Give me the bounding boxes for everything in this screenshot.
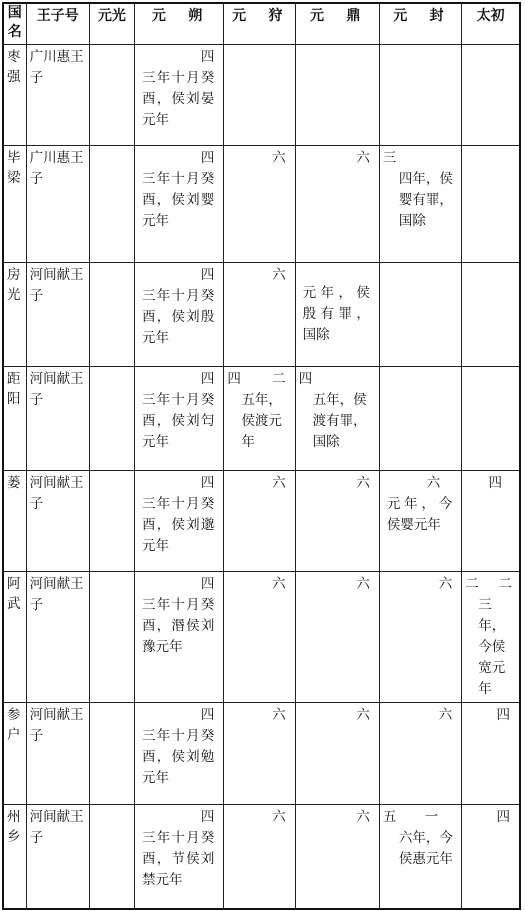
year-count: 六 (438, 576, 453, 592)
cell-taichu (462, 45, 520, 146)
event-text: 三年十月癸酉，侯刘勉元年 (141, 728, 215, 786)
cell-yuanfeng (379, 572, 461, 703)
year-count-pair (383, 807, 458, 828)
header-yuanshuo: 元 朔 (134, 3, 223, 45)
table-row (3, 146, 520, 263)
cell-taichu (462, 805, 520, 909)
cell-yuanding (295, 263, 379, 367)
cell-yuanshuo (134, 367, 223, 471)
table-row (3, 45, 520, 146)
event-text: 三年十月癸酉，侯刘晏元年 (141, 70, 215, 128)
cell-yuanshuo (134, 146, 223, 263)
event-text: 三年十月癸酉，侯刘殷元年 (141, 288, 215, 346)
event-text: 三年十月癸酉，侯刘邈元年 (141, 496, 215, 554)
cell-yuanding (295, 471, 379, 572)
year-count: 四 (200, 371, 215, 387)
year-count: 六 (272, 150, 286, 166)
cell-yuanshou (224, 703, 295, 805)
table-row (3, 805, 520, 909)
year-count: 四 (496, 707, 510, 723)
year-count: 四 (298, 371, 313, 387)
cell-yuanfeng (379, 805, 461, 909)
cell-taichu (462, 367, 520, 471)
table-row (3, 367, 520, 471)
cell-yuanshou (224, 146, 295, 263)
year-count: 六 (272, 267, 286, 283)
cell-king-son: 河间献王子 (26, 572, 89, 703)
year-count: 四 (200, 707, 215, 723)
year-count: 二 (498, 576, 512, 592)
table-row (3, 263, 520, 367)
cell-taichu (462, 572, 520, 703)
event-text: 三年十月癸酉，侯刘婴元年 (141, 171, 215, 229)
table-row (3, 471, 520, 572)
cell-yuanguang (89, 45, 134, 146)
header-taichu: 太初 (462, 3, 520, 45)
year-count: 四 (200, 267, 215, 283)
year-count-pair (227, 369, 291, 390)
year-count: 六 (272, 809, 286, 825)
event-text: 元年，今侯婴元年 (386, 496, 453, 533)
year-count: 一 (424, 809, 439, 825)
year-count: 四 (227, 371, 241, 387)
cell-king-son: 广川惠王子 (26, 146, 89, 263)
header-yuanshou: 元 狩 (224, 3, 295, 45)
header-guoming: 国名 (3, 3, 26, 45)
event-text: 三年十月癸酉，侯刘匄元年 (141, 392, 215, 450)
cell-yuanding (295, 367, 379, 471)
cell-king-son: 河间献王子 (26, 367, 89, 471)
year-count: 四 (488, 475, 502, 491)
cell-yuanguang (89, 572, 134, 703)
cell-yuanshuo (134, 45, 223, 146)
cell-state-name: 距阳 (3, 367, 26, 471)
event-text: 四年，侯婴有罪，国除 (398, 171, 453, 229)
cell-yuanding (295, 805, 379, 909)
year-count: 六 (356, 475, 370, 491)
cell-state-name: 参户 (3, 703, 26, 805)
cell-yuanding (295, 703, 379, 805)
event-text: 元年，侯殷有罪，国除 (302, 285, 370, 343)
cell-state-name: 毕梁 (3, 146, 26, 263)
cell-yuanguang (89, 146, 134, 263)
cell-yuanshuo (134, 805, 223, 909)
cell-yuanding (295, 45, 379, 146)
year-count: 六 (426, 475, 441, 491)
header-wangzihao: 王子号 (26, 3, 89, 45)
header-yuanfeng: 元 封 (379, 3, 461, 45)
cell-yuanguang (89, 471, 134, 572)
cell-taichu (462, 146, 520, 263)
cell-state-name: 蒌 (3, 471, 26, 572)
cell-yuanshuo (134, 703, 223, 805)
year-count: 四 (200, 475, 215, 491)
cell-yuanfeng (379, 703, 461, 805)
event-text: 三年，今侯宽元年 (478, 597, 506, 697)
event-text: 五年，侯渡有罪，国除 (312, 392, 367, 450)
cell-state-name: 州乡 (3, 805, 26, 909)
table-row (3, 572, 520, 703)
year-count: 六 (272, 576, 286, 592)
year-count: 四 (200, 809, 215, 825)
cell-yuanguang (89, 805, 134, 909)
cell-king-son: 河间献王子 (26, 805, 89, 909)
cell-king-son: 河间献王子 (26, 703, 89, 805)
cell-taichu (462, 703, 520, 805)
chronological-table (2, 2, 521, 910)
cell-yuanshou (224, 805, 295, 909)
year-count: 六 (356, 809, 370, 825)
cell-yuanshou (224, 367, 295, 471)
year-count-pair (465, 574, 516, 595)
cell-yuanfeng (379, 367, 461, 471)
year-count: 六 (438, 707, 453, 723)
year-count: 二 (272, 371, 286, 387)
year-count: 四 (496, 809, 510, 825)
cell-yuanguang (89, 703, 134, 805)
year-count: 五 (382, 809, 397, 825)
header-yuanguang: 元光 (89, 3, 134, 45)
cell-taichu (462, 471, 520, 572)
cell-yuanguang (89, 263, 134, 367)
year-count: 六 (356, 576, 370, 592)
cell-yuanfeng (379, 263, 461, 367)
cell-yuanfeng (379, 45, 461, 146)
year-count: 六 (356, 707, 370, 723)
cell-state-name: 阿武 (3, 572, 26, 703)
year-count: 三 (382, 150, 397, 166)
year-count: 四 (200, 150, 215, 166)
event-text: 五年，侯渡元年 (241, 392, 282, 450)
cell-state-name: 房光 (3, 263, 26, 367)
table-row (3, 703, 520, 805)
cell-yuanshou (224, 471, 295, 572)
cell-yuanshou (224, 45, 295, 146)
year-count: 二 (465, 576, 479, 592)
cell-king-son: 河间献王子 (26, 471, 89, 572)
cell-yuanshou (224, 263, 295, 367)
table-header (3, 3, 520, 45)
cell-yuanding (295, 572, 379, 703)
year-count: 六 (272, 475, 286, 491)
cell-taichu (462, 263, 520, 367)
event-text: 三年十月癸酉，湣侯刘豫元年 (141, 597, 215, 655)
cell-yuanding (295, 146, 379, 263)
cell-king-son: 广川惠王子 (26, 45, 89, 146)
cell-yuanshuo (134, 471, 223, 572)
event-text: 六年，今侯惠元年 (398, 830, 453, 867)
cell-yuanfeng (379, 146, 461, 263)
year-count: 六 (356, 150, 370, 166)
cell-yuanshou (224, 572, 295, 703)
cell-yuanguang (89, 367, 134, 471)
cell-king-son: 河间献王子 (26, 263, 89, 367)
year-count: 四 (200, 576, 215, 592)
cell-state-name: 枣强 (3, 45, 26, 146)
year-count: 六 (272, 707, 286, 723)
cell-yuanfeng (379, 471, 461, 572)
year-count: 四 (200, 49, 215, 65)
cell-yuanshuo (134, 263, 223, 367)
cell-yuanshuo (134, 572, 223, 703)
event-text: 三年十月癸酉，节侯刘禁元年 (141, 830, 215, 888)
header-yuanding: 元 鼎 (295, 3, 379, 45)
